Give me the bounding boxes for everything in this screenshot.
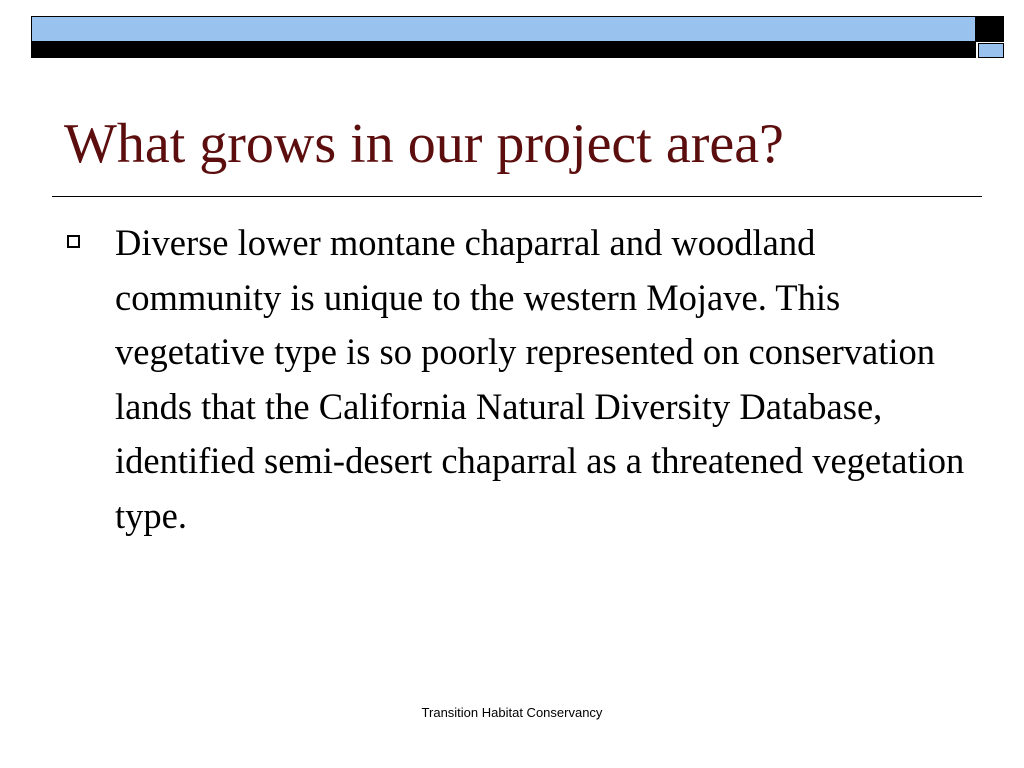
bullet-text: Diverse lower montane chaparral and woodland community is unique to the western Mojave. This vegetative type is so poorly represented on conservation lands that the California Natural Diversity Database, identified semi-desert chaparral as a threatened vegetation type. xyxy=(115,222,965,536)
header-corner-blue xyxy=(978,43,1004,58)
header-band-black xyxy=(31,42,976,58)
slide-title: What grows in our project area? xyxy=(64,113,784,175)
slide-footer: Transition Habitat Conservancy xyxy=(421,705,603,720)
title-divider xyxy=(52,196,982,197)
bullet-item xyxy=(64,216,964,543)
header-band-blue xyxy=(31,16,976,42)
hollow-square-bullet-icon xyxy=(67,235,80,248)
header-corner-black xyxy=(976,16,1004,42)
bullet-list xyxy=(64,216,964,543)
